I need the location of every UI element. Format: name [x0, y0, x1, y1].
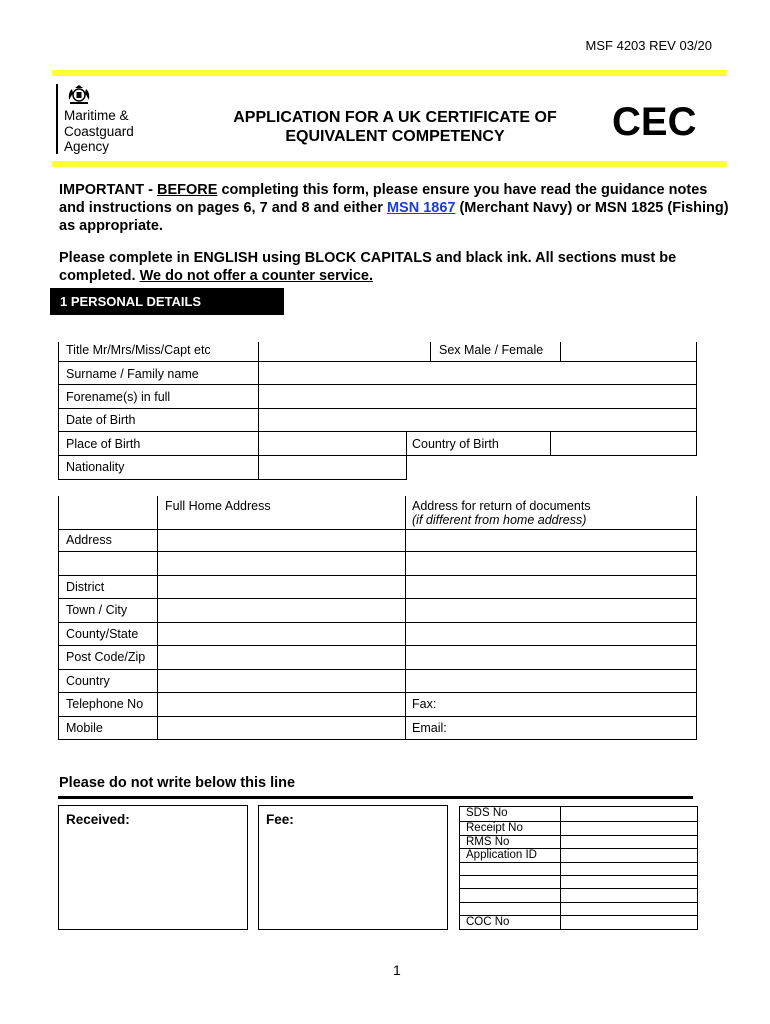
- home-district-field[interactable]: [159, 577, 404, 597]
- document-title: APPLICATION FOR A UK CERTIFICATE OF EQUIVALENT COMPETENCY: [233, 109, 557, 145]
- forenames-field[interactable]: [260, 386, 695, 407]
- receipt-no-label: Receipt No: [466, 822, 523, 834]
- rms-no-label: RMS No: [466, 836, 510, 848]
- org-name-line2: Coastguard: [64, 123, 134, 139]
- nationality-field[interactable]: [260, 457, 404, 478]
- email-field[interactable]: [455, 718, 695, 738]
- place-of-birth-field[interactable]: [260, 433, 404, 454]
- home-address-line2-field[interactable]: [159, 553, 404, 574]
- home-postcode-field[interactable]: [159, 647, 404, 668]
- return-address-header: Address for return of documents: [412, 499, 591, 513]
- sds-no-label: SDS No: [466, 807, 508, 819]
- mobile-field[interactable]: [159, 718, 404, 738]
- address-row-label: Telephone No: [66, 697, 144, 711]
- office-use-divider: [58, 796, 693, 799]
- forenames-label: Forename(s) in full: [66, 390, 171, 404]
- home-county-field[interactable]: [159, 624, 404, 644]
- place-of-birth-label: Place of Birth: [66, 437, 141, 451]
- important-notice: IMPORTANT - BEFORE completing this form, please ensure you have read the guidance notes and instructions on pages 6, 7 and 8 and either MSN 1867 (Merchant Navy) or MSN 1825 (Fishing) as appropriate.: [59, 182, 729, 234]
- return-postcode-field[interactable]: [407, 647, 695, 668]
- return-county-field[interactable]: [407, 624, 695, 644]
- sex-label: Sex Male / Female: [439, 343, 544, 357]
- sex-field[interactable]: [562, 343, 695, 360]
- received-box: [58, 805, 248, 930]
- home-address-line1-field[interactable]: [159, 531, 404, 551]
- address-row-label: Country: [66, 674, 110, 688]
- yellow-rule-top: [52, 70, 727, 76]
- address-row-label: Mobile: [66, 721, 103, 735]
- application-id-label: Application ID: [466, 849, 537, 861]
- completion-instructions: Please complete in ENGLISH using BLOCK CAPITALS and black ink. All sections must be completed. We do not offer a counter service.: [59, 250, 677, 284]
- org-name-line3: Agency: [64, 139, 110, 154]
- mca-logo: [56, 84, 166, 156]
- return-town-field[interactable]: [407, 600, 695, 621]
- title-label: Title Mr/Mrs/Miss/Capt etc: [66, 343, 211, 357]
- royal-crest-icon: [66, 84, 92, 106]
- surname-label: Surname / Family name: [66, 367, 199, 381]
- home-country-field[interactable]: [159, 671, 404, 691]
- return-district-field[interactable]: [407, 577, 695, 597]
- address-row-label: County/State: [66, 627, 139, 641]
- org-name-line1: Maritime &: [64, 108, 129, 123]
- country-of-birth-label: Country of Birth: [412, 437, 499, 451]
- certificate-code: CEC: [612, 100, 697, 144]
- country-of-birth-field[interactable]: [552, 433, 695, 454]
- form-reference: MSF 4203 REV 03/20: [585, 38, 712, 53]
- fax-field[interactable]: [445, 694, 695, 715]
- yellow-rule-bottom: [52, 161, 727, 167]
- email-label: Email:: [412, 721, 447, 735]
- fee-label: Fee:: [266, 812, 294, 827]
- date-of-birth-label: Date of Birth: [66, 413, 136, 427]
- return-address-line1-field[interactable]: [407, 531, 695, 551]
- msn-1867-link[interactable]: MSN 1867: [386, 200, 456, 216]
- address-row-label: Town / City: [66, 603, 128, 617]
- address-row-label: District: [66, 580, 105, 594]
- return-address-line2-field[interactable]: [407, 553, 695, 574]
- home-address-header: Full Home Address: [165, 499, 271, 513]
- coc-no-label: COC No: [466, 916, 510, 928]
- return-country-field[interactable]: [407, 671, 695, 691]
- office-use-notice: Please do not write below this line: [59, 775, 296, 791]
- received-label: Received:: [66, 812, 130, 827]
- address-row-label: Post Code/Zip: [66, 650, 146, 664]
- return-address-note: (if different from home address): [412, 513, 587, 527]
- title-field[interactable]: [260, 343, 428, 360]
- fax-label: Fax:: [412, 697, 437, 711]
- nationality-label: Nationality: [66, 460, 125, 474]
- date-of-birth-field[interactable]: [260, 409, 695, 430]
- home-town-field[interactable]: [159, 600, 404, 621]
- telephone-field[interactable]: [159, 694, 404, 715]
- address-row-label: Address: [66, 533, 112, 547]
- page-number: 1: [393, 962, 401, 978]
- section-heading-personal-details: 1 PERSONAL DETAILS: [50, 288, 284, 315]
- fee-box: [258, 805, 448, 930]
